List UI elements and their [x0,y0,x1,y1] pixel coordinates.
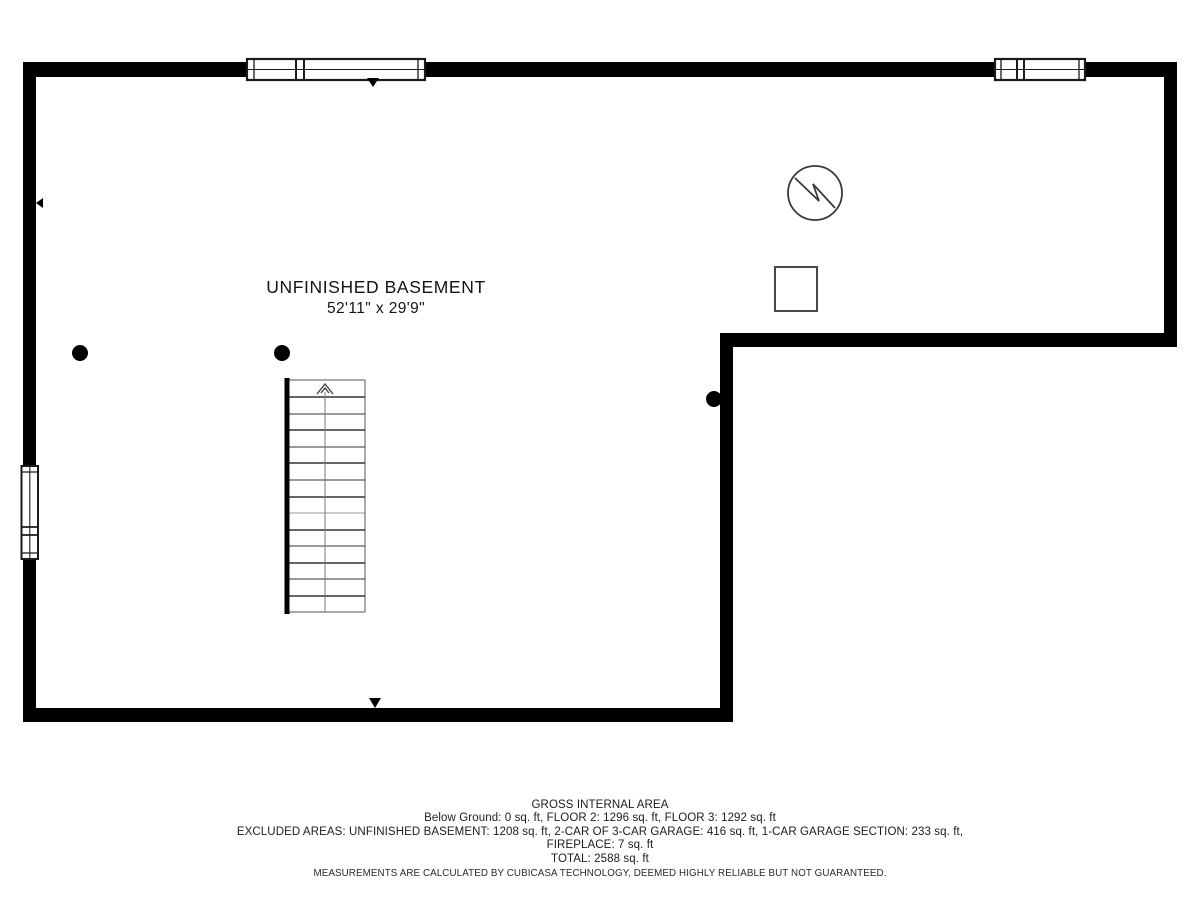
area-summary-line: FIREPLACE: 7 sq. ft [546,839,654,852]
basement-walls [23,62,1177,722]
area-summary [0,799,1200,880]
measurement-disclaimer: MEASUREMENTS ARE CALCULATED BY CUBICASA TECHNOLOGY, DEEMED HIGHLY RELIABLE BUT NOT GUARANTEED. [313,868,887,880]
window-icon [247,59,425,80]
structural-post-dot [72,345,722,407]
area-summary-line: Below Ground: 0 sq. ft, FLOOR 2: 1296 sq. ft, FLOOR 3: 1292 sq. ft [424,812,776,825]
support-column-square [775,267,817,311]
room-dimensions: 52'11" x 29'9" [326,300,426,317]
area-summary-title: GROSS INTERNAL AREA [531,799,669,811]
room-label: UNFINISHED BASEMENT [266,277,486,297]
staircase [285,378,365,614]
window-icon [22,466,39,559]
area-summary-line: TOTAL: 2588 sq. ft [551,852,649,865]
water-heater-icon [788,166,842,220]
area-summary-line: EXCLUDED AREAS: UNFINISHED BASEMENT: 1208 sq. ft, 2-CAR OF 3-CAR GARAGE: 416 sq. ft, 1-CAR GARAGE SECTION: 233 sq. ft, [236,825,964,838]
window-icon [995,59,1085,80]
